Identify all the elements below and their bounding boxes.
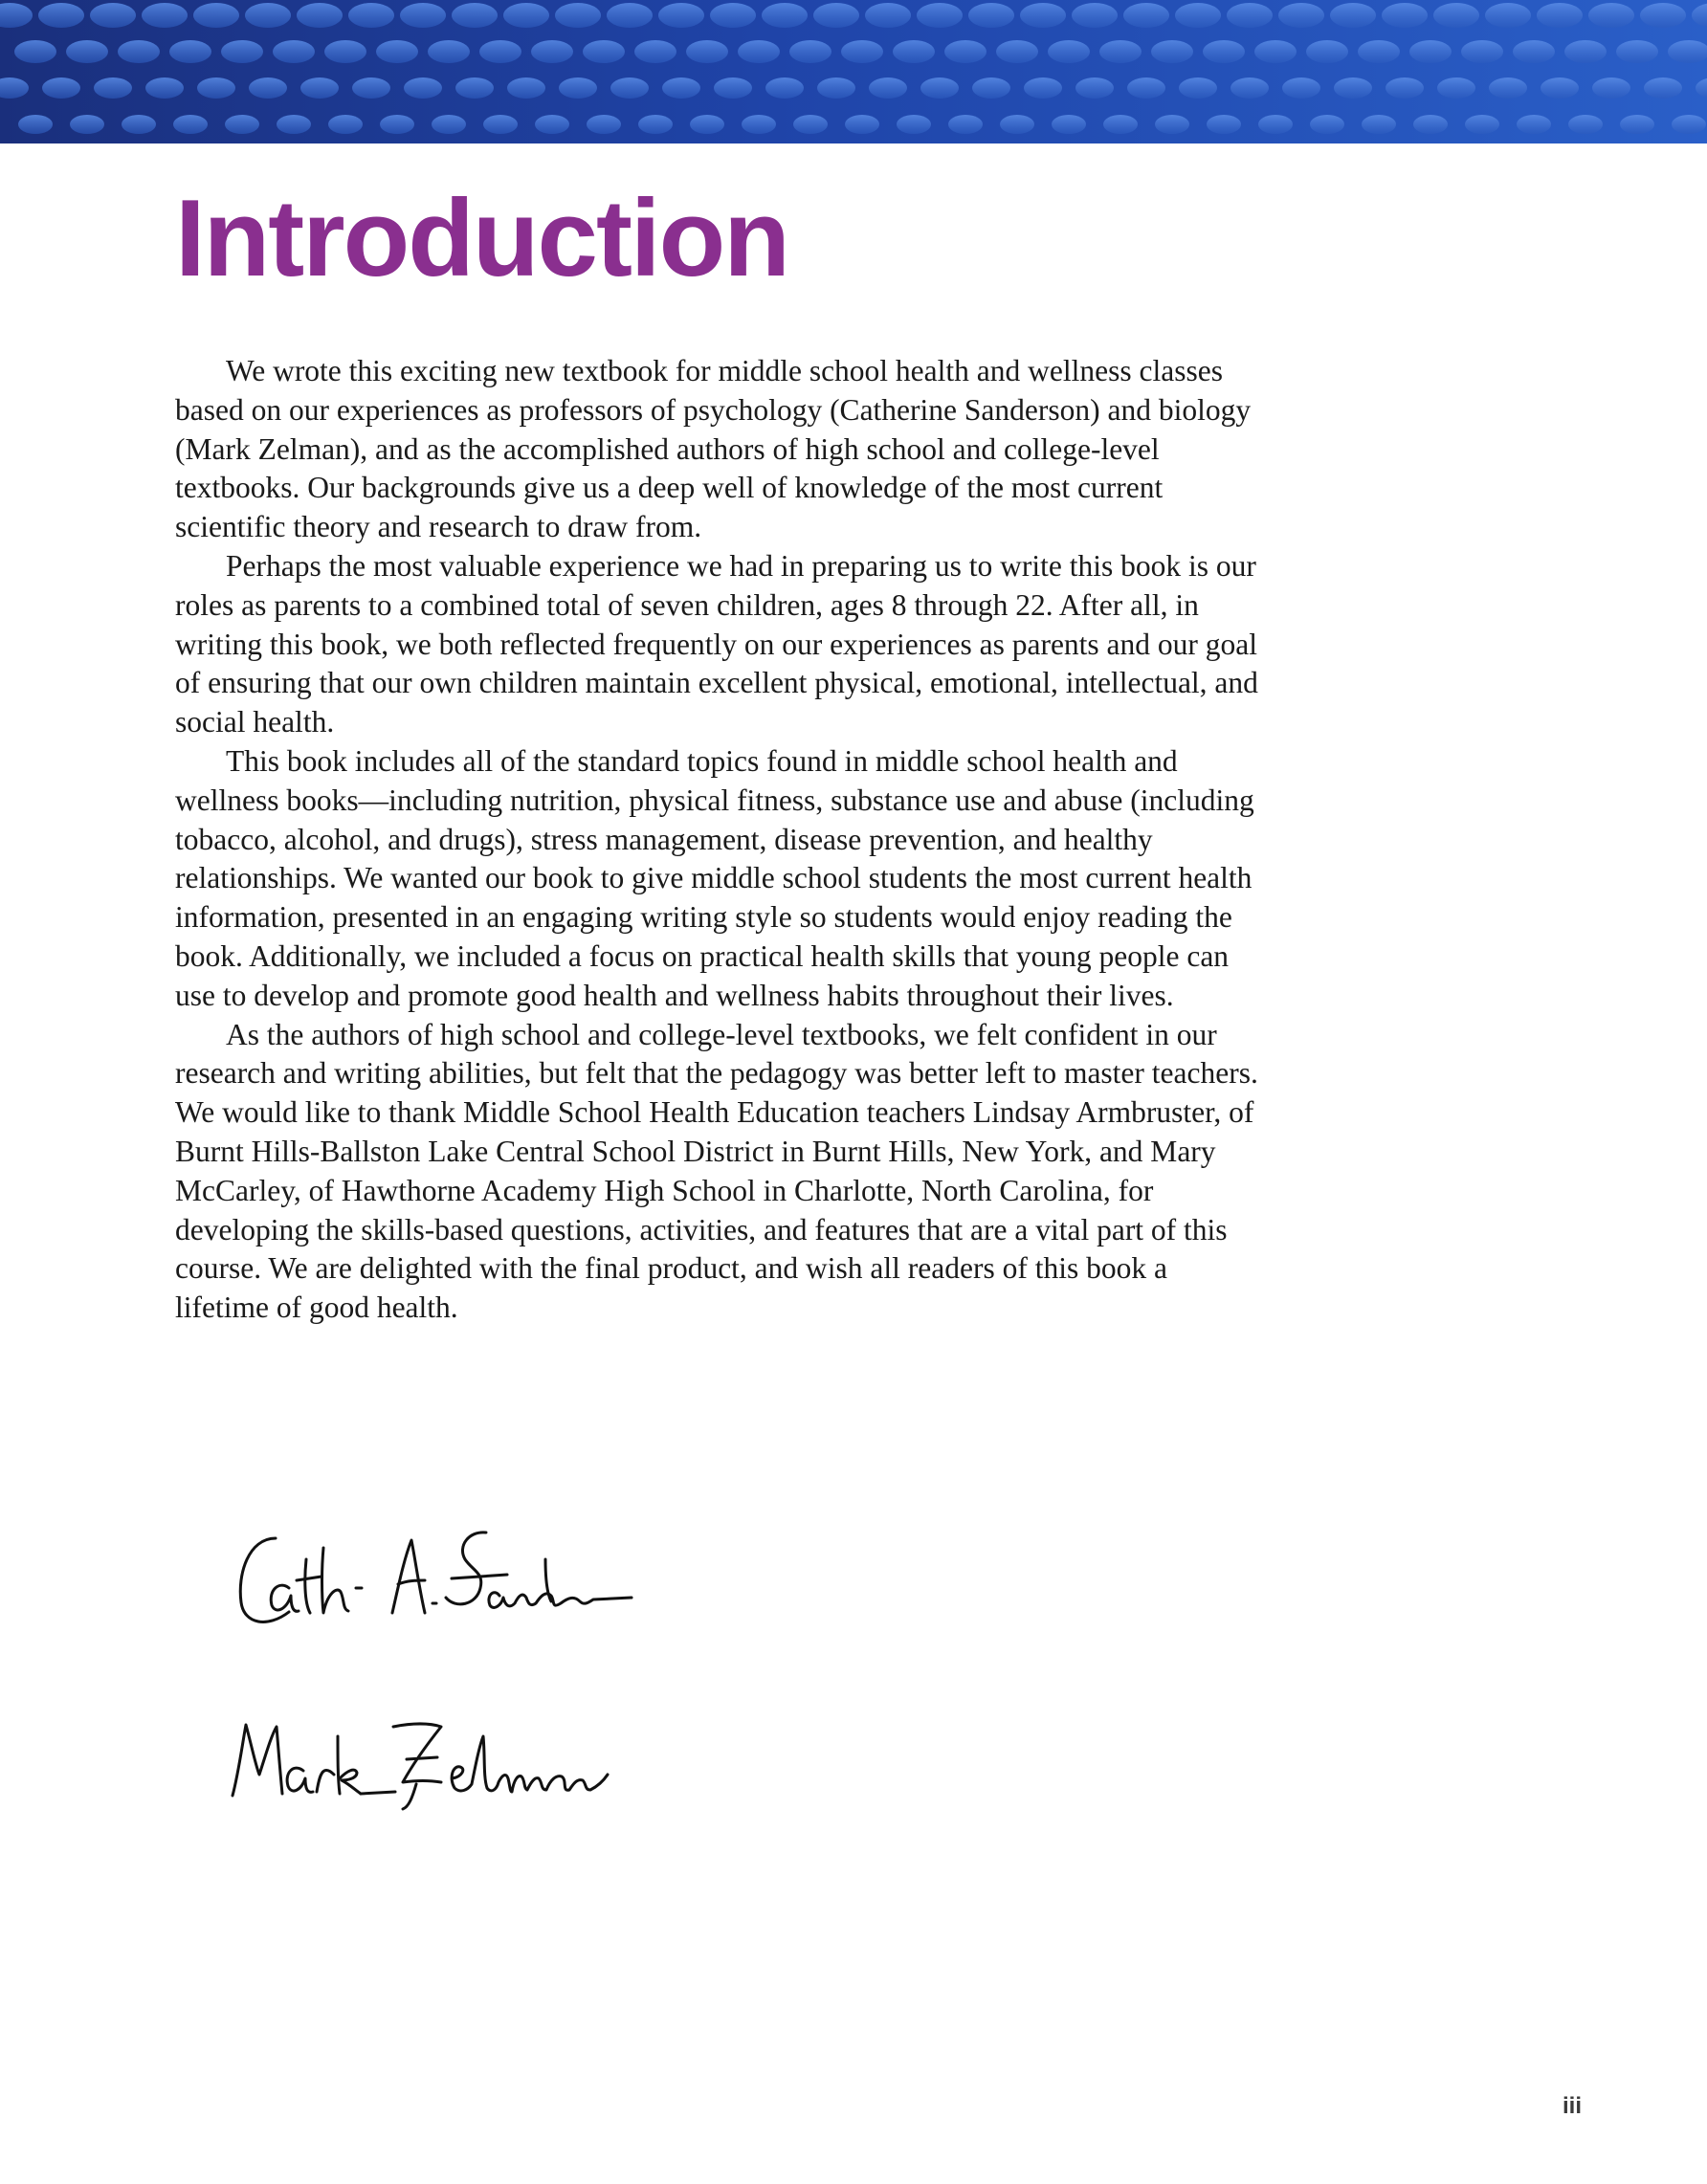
banner-dot [94,77,132,99]
banner-dot [1103,115,1138,134]
banner-dot [193,3,239,28]
banner-dot [1278,3,1324,28]
banner-dot [1072,3,1118,28]
banner-dot [142,3,188,28]
banner-dot [1696,77,1707,99]
banner-dot [1306,40,1348,63]
banner-dot [328,115,363,134]
banner-dot [1692,3,1707,28]
banner-dot [507,77,545,99]
banner-dot [662,77,700,99]
banner-dot [42,77,80,99]
banner-dot [610,77,649,99]
banner-dot [634,40,676,63]
banner-dot [1644,77,1682,99]
banner-dot [1175,3,1221,28]
banner-dot [1592,77,1630,99]
banner-dot [1640,3,1686,28]
banner-dot [38,3,84,28]
banner-dot [1517,115,1551,134]
paragraph: This book includes all of the standard topics found in middle school health and wellness books—including nutrition, physical fitness, substance use and abuse (including tobacco, alcohol, and drugs), stress management, disease prevention, and healthy relationships. We wanted our book to give middle school students the most current health information, presented in an engaging writing style so students would enjoy reading the book. Additionally, we included a focus on practical health skills that young people can use to develop and promote good health and wellness habits throughout their lives. [175,743,1254,1012]
banner-dot [948,115,983,134]
banner-dot [587,115,621,134]
banner-dot [352,77,390,99]
banner-dot [897,115,931,134]
banner-dot [1616,40,1658,63]
banner-dot [1409,40,1452,63]
banner-dot [841,40,883,63]
signature-mark-zelman [225,1708,617,1813]
banner-dot [996,40,1038,63]
banner-dot [66,40,108,63]
banner-dot [428,40,470,63]
paragraph: We wrote this exciting new textbook for middle school health and wellness classes based on our experiences as professors of psychology (Catherine Sanderson) and biology (Mark Zelman), and as the accomplished authors of high school and college-level textbooks. Our backgrounds give us a deep well of knowledge of the most current scientific theory and research to draw from. [175,354,1252,544]
banner-dot [607,3,653,28]
banner-dot [348,3,394,28]
banner-dot [225,115,259,134]
banner-dot [920,77,959,99]
banner-dot [968,3,1014,28]
banner-dot [710,3,756,28]
banner-dot [245,3,291,28]
banner-dot [122,115,156,134]
banner-dot [503,3,549,28]
banner-dot [1485,3,1531,28]
paragraph: Perhaps the most valuable experience we had in preparing us to write this book is our roles as parents to a combined total of seven children, ages 8 through 22. After all, in writing this book, we both reflected frequently on our experiences as parents and our goal of ensuring that our own children maintain excellent physical, emotional, intellectual, and social health. [175,548,1258,739]
banner-dot [817,77,855,99]
signature-catherine-sanderson [230,1521,641,1645]
banner-dot [1386,77,1424,99]
banner-dot [583,40,625,63]
banner-dot [765,77,804,99]
banner-dot [1413,115,1448,134]
banner-dot [1461,40,1503,63]
banner-dot [273,40,315,63]
banner-dot [555,3,601,28]
banner-dot [1155,115,1189,134]
banner-dot [277,115,311,134]
banner-dot [432,115,466,134]
banner-dot [169,40,211,63]
banner-dot [70,115,104,134]
banner-dot [479,40,521,63]
banner-dot [1000,115,1034,134]
banner-dot [1123,3,1169,28]
banner-dot [1513,40,1555,63]
banner-dot [1127,77,1165,99]
banner-dot [1024,77,1062,99]
banner-dot [1433,3,1479,28]
banner-dot [1151,40,1193,63]
banner-dot [118,40,160,63]
page-title: Introduction [175,178,788,299]
banner-dot [300,77,339,99]
banner-dot [1330,3,1376,28]
banner-dot [742,115,776,134]
banner-dot [1537,3,1583,28]
banner-dot [0,3,33,28]
banner-dot [531,40,573,63]
banner-dot [1020,3,1066,28]
banner-dot [1310,115,1344,134]
header-banner [0,0,1707,143]
banner-dot [455,77,494,99]
banner-dot [917,3,963,28]
banner-dot [1254,40,1297,63]
banner-dot [452,3,498,28]
banner-dot [638,115,673,134]
banner-dot [1672,115,1706,134]
banner-dot [1227,3,1273,28]
banner-dot [404,77,442,99]
banner-dot [376,40,418,63]
banner-dot [324,40,366,63]
banner-dot [1075,77,1114,99]
banner-dot [1382,3,1428,28]
banner-dot [1334,77,1372,99]
banner-dot [1564,40,1607,63]
banner-dot [658,3,704,28]
banner-dot [1052,115,1086,134]
banner-dot [1489,77,1527,99]
banner-dot [793,115,828,134]
banner-dot [380,115,414,134]
banner-dot [1437,77,1475,99]
introduction-body [175,352,1266,1328]
banner-dot [738,40,780,63]
banner-dot [535,115,569,134]
banner-dot [869,77,907,99]
banner-dot [1358,40,1400,63]
banner-dot [690,115,724,134]
page-number: iii [1562,2093,1582,2119]
banner-dot [714,77,752,99]
banner-dot [1620,115,1654,134]
banner-dot [893,40,935,63]
banner-dot [1179,77,1217,99]
banner-dot [686,40,728,63]
banner-dot [1568,115,1603,134]
banner-dot [1541,77,1579,99]
banner-dot [18,115,53,134]
banner-dot [1282,77,1320,99]
paragraph: As the authors of high school and college-level textbooks, we felt confident in our research and writing abilities, but felt that the pedagogy was better left to master teachers. We would like to thank Middle School Health Education teachers Lindsay Armbruster, of Burnt Hills-Ballston Lake Central School District in Burnt Hills, New York, and Mary McCarley, of Hawthorne Academy High School in Charlotte, North Carolina, for developing the skills-based questions, activities, and features that are a vital part of this course. We are delighted with the final product, and wish all readers of this book a lifetime of good health. [175,1017,1258,1325]
banner-dot [1668,40,1707,63]
banner-dot [1258,115,1293,134]
banner-dot [297,3,343,28]
banner-dot [14,40,56,63]
banner-dot [762,3,808,28]
banner-dot [944,40,987,63]
banner-dot [845,115,879,134]
banner-dot [972,77,1010,99]
banner-dot [0,77,29,99]
banner-dot [813,3,859,28]
banner-dot [1099,40,1142,63]
banner-dot [1465,115,1499,134]
banner-dot [865,3,911,28]
banner-dot [221,40,263,63]
banner-dot [400,3,446,28]
banner-pattern [0,0,1707,143]
banner-dot [1362,115,1396,134]
banner-dot [789,40,831,63]
banner-dot [559,77,597,99]
banner-dot [1203,40,1245,63]
banner-dot [249,77,287,99]
banner-dot [1588,3,1634,28]
banner-dot [1048,40,1090,63]
banner-dot [197,77,235,99]
banner-dot [483,115,518,134]
banner-dot [1207,115,1241,134]
banner-dot [145,77,184,99]
banner-dot [173,115,208,134]
banner-dot [90,3,136,28]
banner-dot [1230,77,1269,99]
